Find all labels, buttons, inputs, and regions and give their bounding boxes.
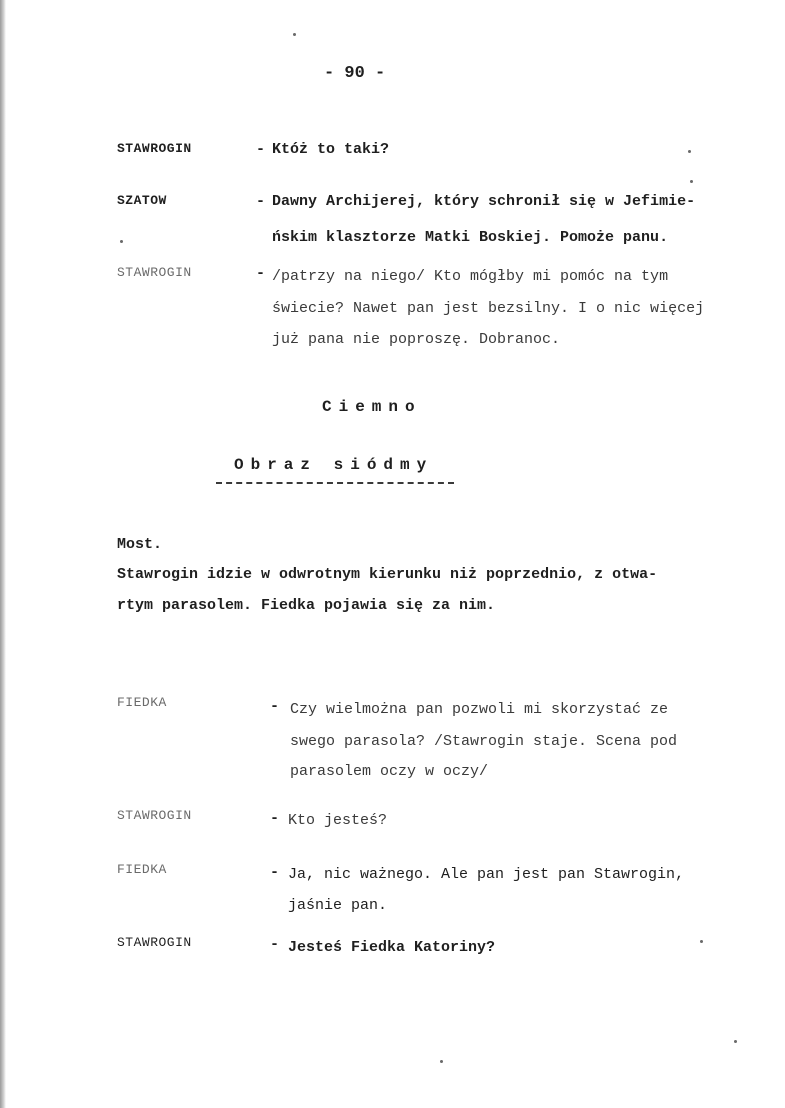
- dialogue-dash: -: [270, 698, 280, 715]
- dialogue-line: Dawny Archijerej, który schronił się w Jefimie-: [272, 193, 696, 210]
- speaker-stawrogin-3: STAWROGIN: [117, 808, 192, 823]
- dialogue-dash: -: [256, 193, 266, 210]
- scene-title-underline: [216, 482, 454, 484]
- dialogue-line: parasolem oczy w oczy/: [290, 763, 489, 780]
- dialogue-line: Któż to taki?: [272, 141, 390, 158]
- dialogue-dash: -: [256, 265, 266, 282]
- scan-speck: [440, 1060, 443, 1063]
- dialogue-line: już pana nie poproszę. Dobranoc.: [272, 331, 561, 348]
- stage-direction: rtym parasolem. Fiedka pojawia się za nim.: [117, 597, 496, 614]
- dialogue-line: Kto jesteś?: [288, 812, 388, 829]
- speaker-stawrogin-2: STAWROGIN: [117, 265, 192, 280]
- dialogue-dash: -: [270, 810, 280, 827]
- ciemno-heading: Ciemno: [322, 398, 422, 416]
- speaker-stawrogin-1: STAWROGIN: [117, 141, 192, 156]
- dialogue-dash: -: [270, 936, 280, 953]
- dialogue-line: Ja, nic ważnego. Ale pan jest pan Stawrogin,: [288, 866, 685, 883]
- stage-direction: Stawrogin idzie w odwrotnym kierunku niż poprzednio, z otwa-: [117, 566, 658, 583]
- dialogue-line: świecie? Nawet pan jest bezsilny. I o nic więcej: [272, 300, 705, 317]
- scan-speck: [690, 180, 693, 183]
- scan-speck: [293, 33, 296, 36]
- dialogue-line: jaśnie pan.: [288, 897, 388, 914]
- dialogue-line: Czy wielmożna pan pozwoli mi skorzystać ze: [290, 701, 669, 718]
- dialogue-dash: -: [256, 141, 266, 158]
- scan-speck: [120, 240, 123, 243]
- page-number: - 90 -: [324, 64, 386, 83]
- dialogue-line: /patrzy na niego/ Kto mógłby mi pomóc na tym: [272, 268, 669, 285]
- dialogue-line: swego parasola? /Stawrogin staje. Scena pod: [290, 733, 678, 750]
- stage-direction: Most.: [117, 536, 163, 553]
- speaker-szatow: SZATOW: [117, 193, 167, 208]
- scan-speck: [700, 940, 703, 943]
- speaker-fiedka-2: FIEDKA: [117, 862, 167, 877]
- dialogue-line: ńskim klasztorze Matki Boskiej. Pomoże panu.: [272, 229, 669, 246]
- dialogue-line: Jesteś Fiedka Katoriny?: [288, 939, 496, 956]
- scan-speck: [734, 1040, 737, 1043]
- scan-speck: [688, 150, 691, 153]
- page-edge-shadow: [0, 0, 6, 1108]
- speaker-fiedka-1: FIEDKA: [117, 695, 167, 710]
- scene-title: Obraz siódmy: [234, 456, 434, 474]
- dialogue-dash: -: [270, 864, 280, 881]
- speaker-stawrogin-4: STAWROGIN: [117, 935, 192, 950]
